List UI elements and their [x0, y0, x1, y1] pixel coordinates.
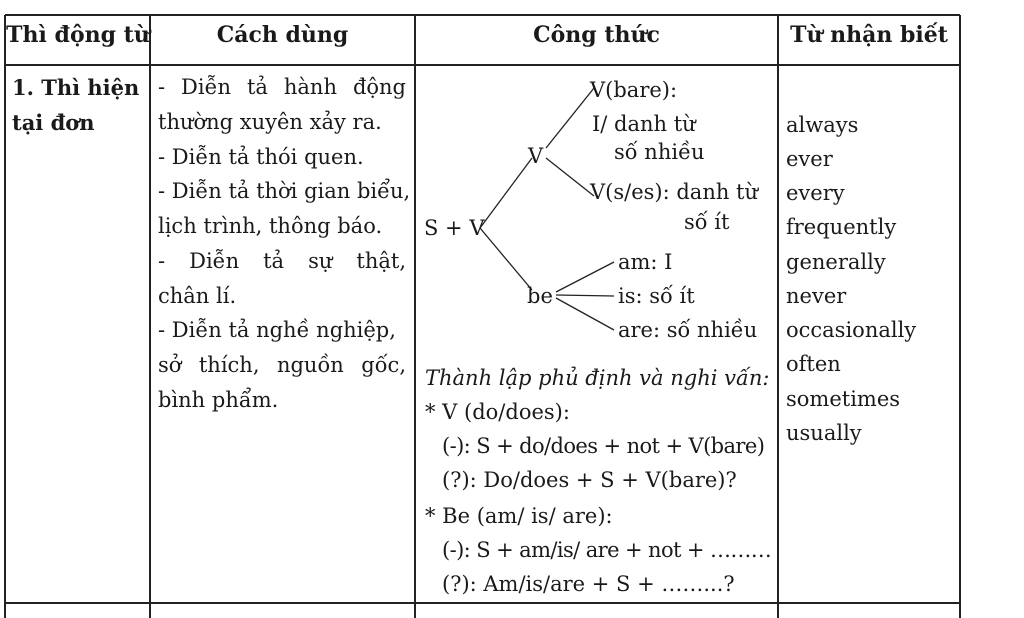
- signal-word: frequently: [786, 215, 897, 239]
- formula-v-bare-sub1: I/ danh từ: [592, 112, 696, 136]
- usage-word: Diễn: [189, 249, 240, 273]
- header-signal-words: Từ nhận biết: [790, 22, 948, 48]
- usage-line: bình phẩm.: [158, 388, 279, 412]
- formula-be-am: am: I: [618, 250, 673, 274]
- formula-be-is: is: số ít: [618, 284, 695, 308]
- usage-word: sự: [308, 249, 333, 273]
- signal-word: sometimes: [786, 387, 901, 411]
- usage-line: [158, 70, 406, 105]
- formula-v-question: (?): Do/does + S + V(bare)?: [442, 468, 737, 492]
- usage-word: thật,: [356, 249, 406, 273]
- formula-be-are: are: số nhiều: [618, 318, 758, 342]
- header-tense: Thì động từ: [6, 22, 150, 48]
- formula-v-do-title: * V (do/does):: [425, 400, 570, 424]
- usage-word: hành: [283, 75, 337, 99]
- usage-word: -: [158, 249, 166, 273]
- header-formula: Công thức: [533, 22, 660, 48]
- formula-negation-title: Thành lập phủ định và nghi vấn:: [425, 366, 770, 390]
- signal-word: never: [786, 284, 847, 308]
- formula-root: S + V: [424, 216, 485, 240]
- usage-word: thích,: [198, 353, 260, 377]
- formula-v-bare: V(bare):: [590, 78, 678, 102]
- usage-word: sở: [158, 353, 182, 377]
- signal-word: generally: [786, 250, 886, 274]
- formula-branch-be: be: [527, 284, 553, 308]
- usage-line: - Diễn tả thói quen.: [158, 145, 364, 169]
- usage-line: [158, 244, 406, 279]
- usage-line: - Diễn tả nghề nghiệp,: [158, 318, 396, 342]
- signal-word: ever: [786, 147, 833, 171]
- formula-v-bare-sub2: số nhiều: [614, 140, 705, 164]
- signal-word: often: [786, 352, 841, 376]
- formula-branch-v: V: [528, 144, 544, 168]
- usage-word: gốc,: [361, 353, 406, 377]
- usage-line: chân lí.: [158, 284, 237, 308]
- formula-be-negative: (-): S + am/is/ are + not + ………: [442, 538, 772, 562]
- signal-word: always: [786, 113, 859, 137]
- header-usage: Cách dùng: [216, 22, 349, 48]
- usage-line: lịch trình, thông báo.: [158, 214, 383, 238]
- usage-line: thường xuyên xảy ra.: [158, 110, 382, 134]
- formula-v-ses: V(s/es): danh từ: [590, 180, 759, 204]
- signal-word: usually: [786, 421, 862, 445]
- usage-word: tả: [263, 249, 285, 273]
- signal-word: occasionally: [786, 318, 917, 342]
- usage-word: động: [352, 75, 406, 99]
- usage-word: Diễn: [181, 75, 232, 99]
- usage-line: - Diễn tả thời gian biểu,: [158, 179, 411, 203]
- usage-word: -: [158, 75, 166, 99]
- formula-v-negative: (-): S + do/does + not + V(bare): [442, 434, 765, 458]
- usage-line: [158, 348, 406, 383]
- tense-name-line2: tại đơn: [12, 110, 95, 135]
- tense-name-line1: 1. Thì hiện: [12, 75, 140, 100]
- formula-be-question: (?): Am/is/are + S + ……...?: [442, 572, 735, 596]
- usage-word: tả: [246, 75, 268, 99]
- usage-word: nguồn: [276, 353, 344, 377]
- formula-v-ses-sub: số ít: [684, 210, 730, 234]
- formula-be-title: * Be (am/ is/ are):: [425, 504, 613, 528]
- signal-word: every: [786, 181, 845, 205]
